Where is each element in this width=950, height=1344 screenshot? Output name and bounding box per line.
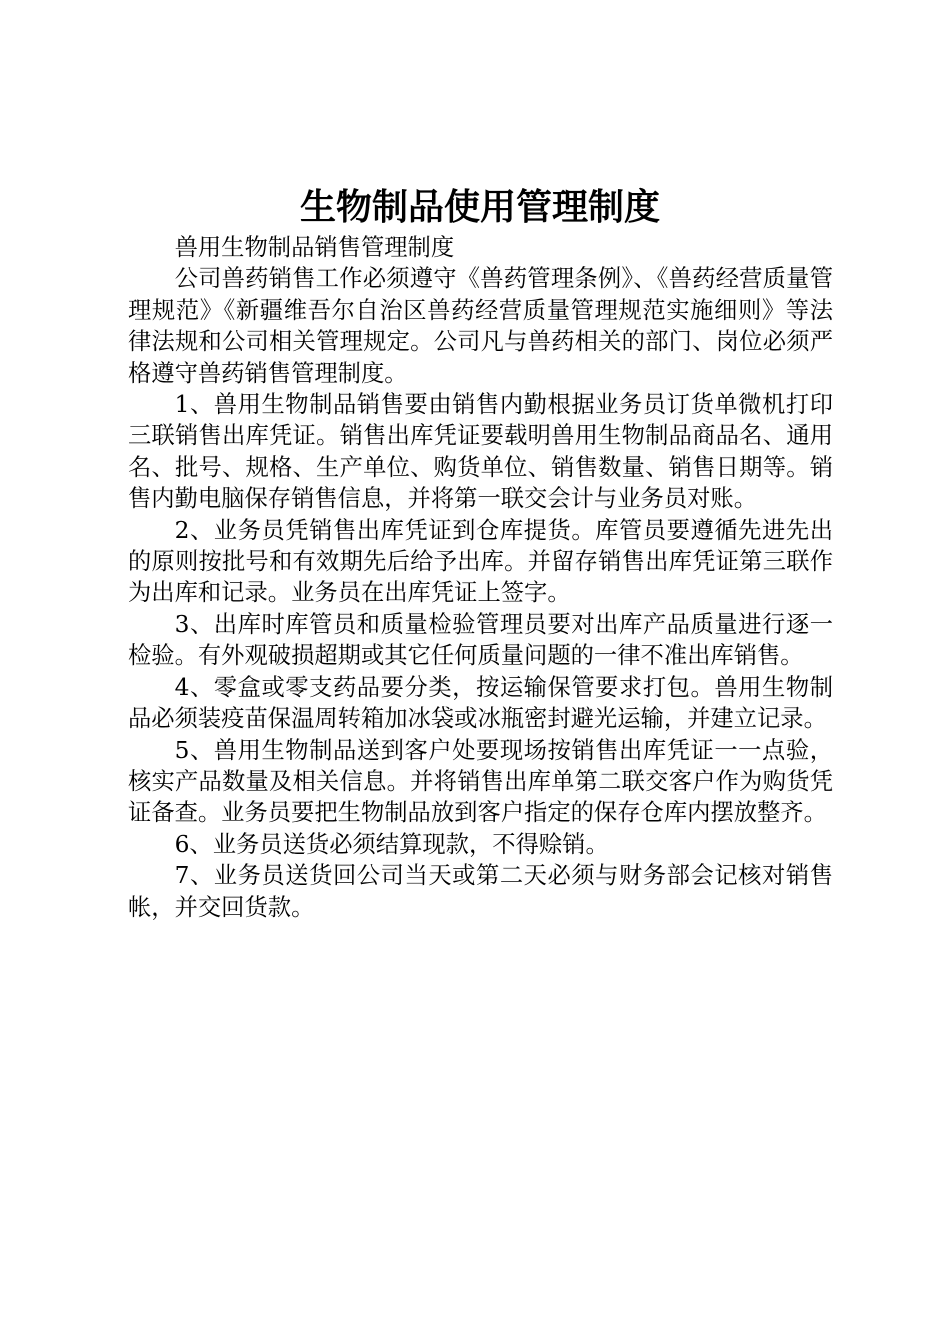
paragraph-intro: 公司兽药销售工作必须遵守《兽药管理条例》、《兽药经营质量管理规范》《新疆维吾尔自治区兽药经营质量管理规范实施细则》等法律法规和公司相关管理规定。公司凡与兽药相关的部门、岗位必须严格遵守兽药销售管理制度。 <box>128 265 833 387</box>
paragraph-item-7: 7、业务员送货回公司当天或第二天必须与财务部会记核对销售帐，并交回货款。 <box>128 862 833 921</box>
paragraph-subtitle: 兽用生物制品销售管理制度 <box>174 234 455 261</box>
paragraph-item-4: 4、零盒或零支药品要分类，按运输保管要求打包。兽用生物制品必须装疫苗保温周转箱加冰袋或冰瓶密封避光运输，并建立记录。 <box>128 673 833 733</box>
paragraph-item-1: 1、兽用生物制品销售要由销售内勤根据业务员订货单微机打印三联销售出库凭证。销售出库凭证要载明兽用生物制品商品名、通用名、批号、规格、生产单位、购货单位、销售数量、销售日期等。销售内勤电脑保存销售信息，并将第一联交会计与业务员对账。 <box>128 391 833 513</box>
paragraph-item-3: 3、出库时库管员和质量检验管理员要对出库产品质量进行逐一检验。有外观破损超期或其它任何质量问题的一律不准出库销售。 <box>128 610 833 670</box>
document-title: 生物制品使用管理制度 <box>299 187 660 228</box>
paragraph-item-5: 5、兽用生物制品送到客户处要现场按销售出库凭证一一点验，核实产品数量及相关信息。并将销售出库单第二联交客户作为购货凭证备查。业务员要把生物制品放到客户指定的保存仓库内摆放整齐。 <box>128 736 833 827</box>
paragraph-item-6: 6、业务员送货必须结算现款，不得赊销。 <box>174 830 609 858</box>
paragraph-item-2: 2、业务员凭销售出库凭证到仓库提货。库管员要遵循先进先出的原则按批号和有效期先后给予出库。并留存销售出库凭证第三联作为出库和记录。业务员在出库凭证上签字。 <box>128 516 833 607</box>
document-body <box>128 232 833 923</box>
